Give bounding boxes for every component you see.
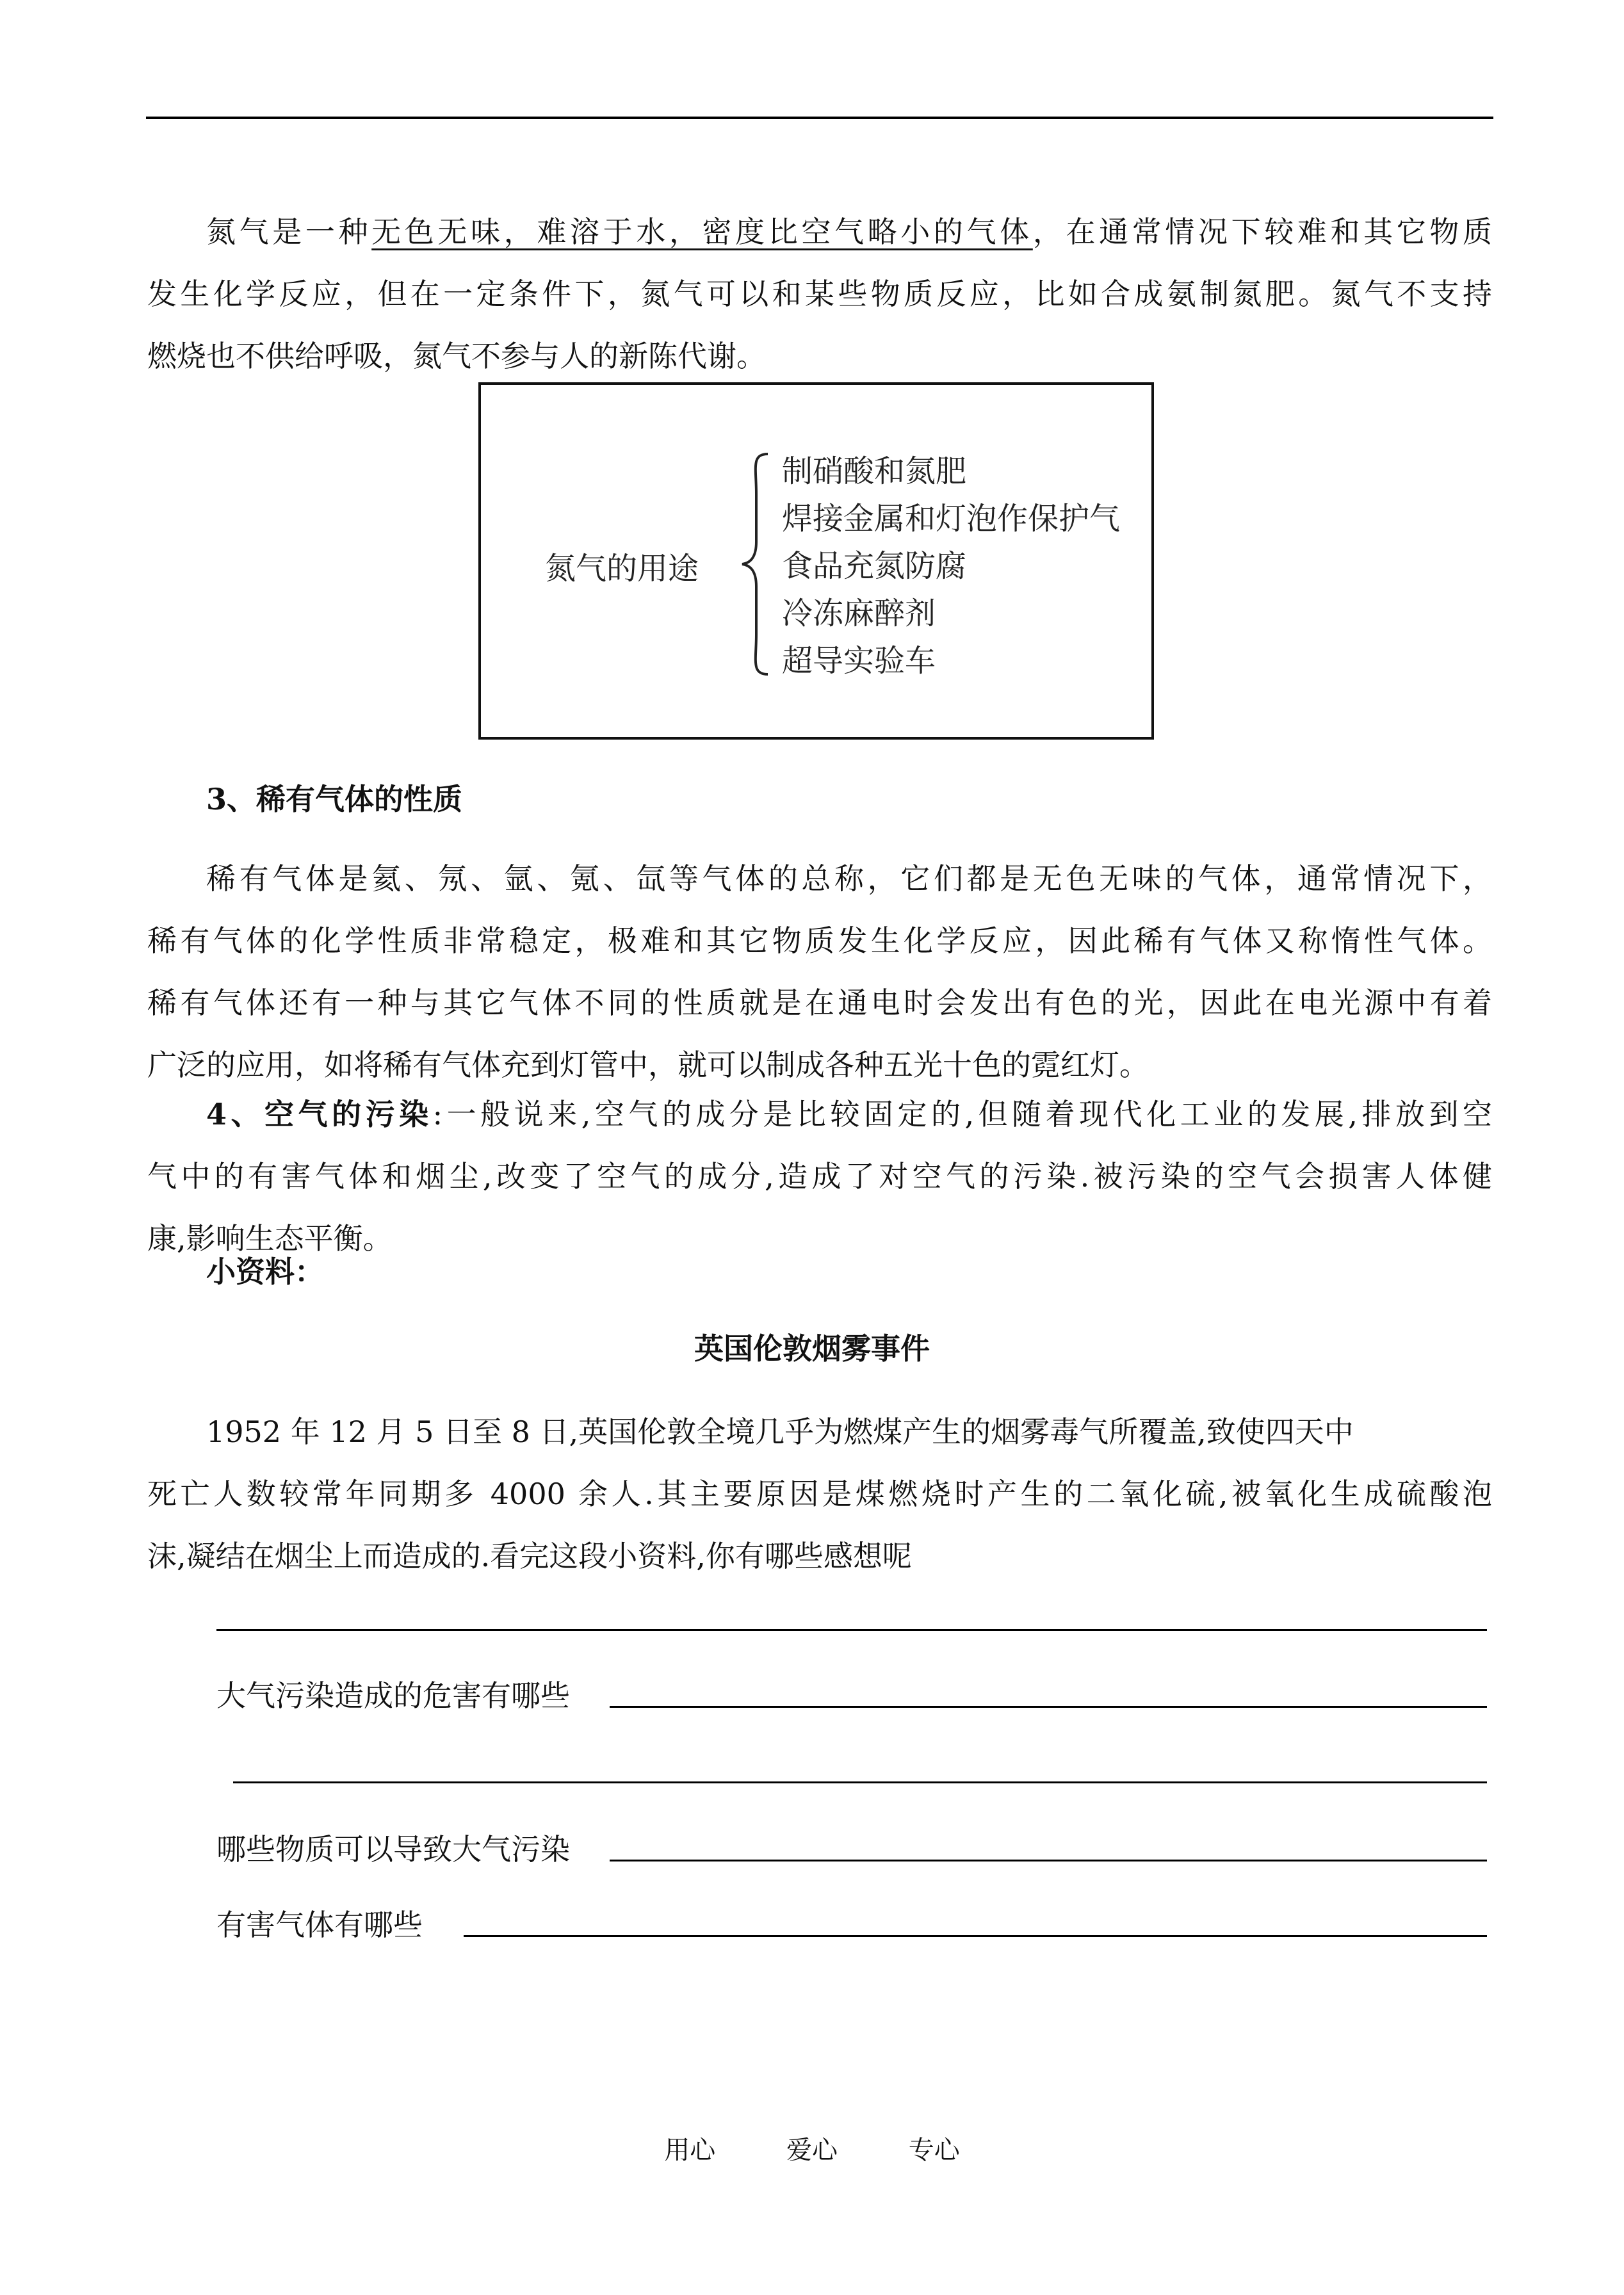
footer-word: 爱心 xyxy=(786,2136,838,2165)
use-item: 焊接金属和灯泡作保护气 xyxy=(782,501,1121,537)
question-3-label: 有害气体有哪些 xyxy=(216,1908,423,1942)
section4-line-1 xyxy=(147,1083,1492,1146)
section3-paragraph xyxy=(147,848,1492,1096)
footer-word: 用心 xyxy=(664,2136,716,2165)
answer-line-q1[interactable] xyxy=(610,1706,1487,1708)
use-item: 冷冻麻醉剂 xyxy=(782,596,936,631)
use-item: 制硝酸和氮肥 xyxy=(782,453,967,489)
section4-heading: 4、空气的污染 xyxy=(206,1097,433,1131)
question-1-label: 大气污染造成的危害有哪些 xyxy=(216,1678,570,1713)
material-title: 英国伦敦烟雾事件 xyxy=(694,1331,930,1366)
nitrogen-line-3: 燃烧也不供给呼吸，氮气不参与人的新陈代谢。 xyxy=(147,339,766,373)
section3-line-4: 广泛的应用，如将稀有气体充到灯管中，就可以制成各种五光十色的霓红灯。 xyxy=(147,1048,1149,1082)
underlined-properties: 无色无味，难溶于水，密度比空气略小的气体 xyxy=(371,215,1033,249)
section4-paragraph xyxy=(147,1083,1492,1270)
answer-line-q2[interactable] xyxy=(610,1860,1487,1861)
use-item: 超导实验车 xyxy=(782,643,936,679)
answer-line[interactable] xyxy=(233,1781,1487,1783)
material-label: 小资料： xyxy=(206,1254,324,1289)
header-rule xyxy=(146,117,1493,119)
text-segment: 氮气是一种 xyxy=(206,215,372,249)
material-paragraph xyxy=(147,1401,1492,1587)
material-line-1: 1952 年 12 月 5 日至 8 日,英国伦敦全境几乎为燃煤产生的烟雾毒气所覆盖,致使四天中 xyxy=(206,1415,1354,1449)
section3-line-3: 稀有气体还有一种与其它气体不同的性质就是在通电时会发出有色的光，因此在电光源中有着 xyxy=(147,985,1492,1020)
page-footer xyxy=(0,2130,1624,2166)
nitrogen-uses-figure xyxy=(478,382,1154,740)
nitrogen-line-1 xyxy=(147,201,1492,263)
nitrogen-line-2: 发生化学反应，但在一定条件下，氮气可以和某些物质反应，比如合成氨制氮肥。氮气不支持 xyxy=(147,277,1492,311)
uses-list xyxy=(782,448,1120,685)
answer-line[interactable] xyxy=(216,1629,1487,1631)
figure-title: 氮气的用途 xyxy=(545,551,699,587)
section3-heading: 3、稀有气体的性质 xyxy=(206,782,463,816)
nitrogen-paragraph xyxy=(147,201,1492,387)
section3-line-1: 稀有气体是氦、氖、氩、氪、氙等气体的总称，它们都是无色无味的气体，通常情况下， xyxy=(206,861,1492,896)
text-segment: :一般说来,空气的成分是比较固定的,但随着现代化工业的发展,排放到空 xyxy=(432,1097,1492,1131)
text-segment: ，在通常情况下较难和其它物质 xyxy=(1032,215,1493,249)
section3-line-2: 稀有气体的化学性质非常稳定，极难和其它物质发生化学反应，因此稀有气体又称惰性气体。 xyxy=(147,923,1492,958)
section4-line-2: 气中的有害气体和烟尘,改变了空气的成分,造成了对空气的污染.被污染的空气会损害人体健 xyxy=(147,1159,1492,1194)
footer-word: 专心 xyxy=(908,2136,960,2165)
material-line-3: 沫,凝结在烟尘上而造成的.看完这段小资料,你有哪些感想呢 xyxy=(147,1539,912,1573)
answer-line-q3[interactable] xyxy=(464,1935,1487,1937)
section4-line-3: 康,影响生态平衡。 xyxy=(147,1221,393,1256)
use-item: 食品充氮防腐 xyxy=(782,548,967,584)
material-line-2: 死亡人数较常年同期多 4000 余人.其主要原因是煤燃烧时产生的二氧化硫,被氧化生成硫酸泡 xyxy=(147,1477,1492,1511)
curly-brace-icon xyxy=(737,449,775,679)
question-2-label: 哪些物质可以导致大气污染 xyxy=(216,1832,570,1867)
